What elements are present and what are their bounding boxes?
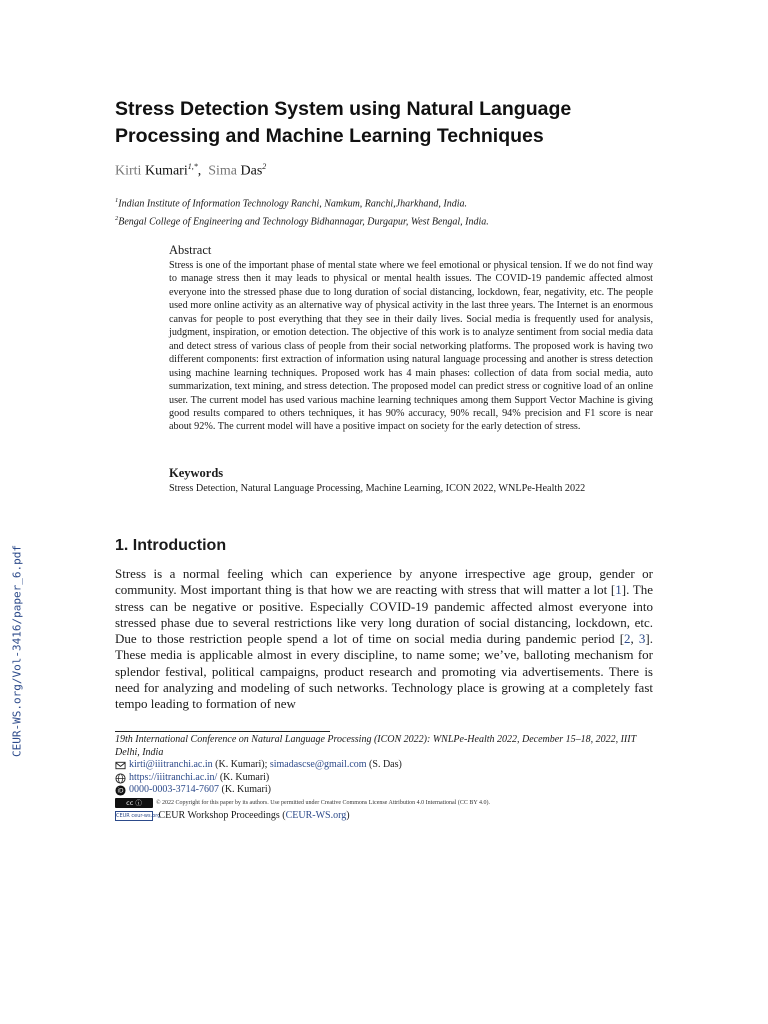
svg-text:iD: iD: [117, 787, 124, 795]
author-1-marks: 1,*: [187, 162, 198, 171]
intro-text-3: ,: [630, 631, 639, 647]
keywords-block: [169, 466, 653, 496]
affiliation-2-text: Bengal College of Engineering and Technology Bidhannagar, Durgapur, West Bengal, India.: [118, 216, 489, 228]
footnote-block: [115, 734, 653, 822]
author-2-family: Das: [240, 163, 263, 179]
affiliation-1-text: Indian Institute of Information Technology Ranchi, Namkum, Ranchi,Jharkhand, India.: [118, 198, 468, 210]
website-owner: (K. Kumari): [217, 771, 270, 783]
paper-title-line-1: Stress Detection System using Natural Language: [115, 98, 572, 120]
keywords-text: Stress Detection, Natural Language Processing, Machine Learning, ICON 2022, WNLPe-Health 2022: [169, 483, 586, 494]
affiliation-2: [115, 211, 489, 229]
abstract-block: [169, 243, 653, 434]
envelope-icon: [115, 760, 126, 771]
author-list: Kirti Kumari$^{1,*}$, Sima Das$^2$: [115, 162, 267, 179]
author-2-marks: 2: [262, 162, 267, 171]
author-2-given: Sima: [208, 163, 237, 179]
conference-note: 19th International Conference on Natural Language Processing (ICON 2022): WNLPe-Health 2022, December 15–18, 2022, IIIT Delhi, India: [115, 734, 636, 758]
orcid-owner: (K. Kumari): [219, 784, 271, 796]
orcid-icon: [115, 785, 126, 796]
proceedings-line: [115, 810, 653, 823]
footnote-divider: [115, 731, 330, 732]
affiliations: [115, 193, 489, 230]
introduction-paragraph: [115, 566, 653, 713]
website-line: [115, 772, 653, 785]
email-line: [115, 759, 653, 772]
author-1-family: Kumari: [144, 163, 188, 179]
orcid-link[interactable]: 0000-0003-3714-7607: [129, 784, 219, 796]
citation-link-2[interactable]: 2: [624, 631, 631, 647]
proceedings-suffix: ): [346, 809, 350, 821]
affiliation-1-mark: 1: [115, 197, 119, 204]
ceur-side-link[interactable]: [10, 536, 24, 766]
proceedings-prefix: CEUR Workshop Proceedings (: [158, 809, 286, 821]
paper-title-line-2: Processing and Machine Learning Techniques: [115, 125, 544, 147]
email-link-1[interactable]: kirti@iiitranchi.ac.in: [129, 759, 213, 771]
affiliation-1: [115, 193, 489, 211]
intro-text-1: Stress is a normal feeling which can experience by anyone irrespective age group, gender or community. Most important thing is that how we are reacting with stress that will matter a lot [: [115, 566, 653, 598]
website-link[interactable]: https://iiitranchi.ac.in/: [129, 771, 218, 783]
email-owner-2: (S. Das): [366, 759, 402, 771]
citation-link-3[interactable]: 3: [638, 631, 646, 647]
email-owner-1: (K. Kumari);: [212, 759, 270, 771]
license-line: [115, 797, 653, 810]
abstract-heading: Abstract: [169, 243, 212, 257]
license-text: © 2022 Copyright for this paper by its authors. Use permitted under Creative Commons License Attribution 4.0 International (CC BY 4.0).: [156, 799, 490, 806]
intro-text-4: ]. These media is applicable almost in every discipline, to name some; we’ve, balloting mechanism for splendor festival, political campaigns, product research and promoting via advertisements. There is need for analyzing and modeling of such networks. Technology place is growing at a completely fast tempo leading to formation of new: [115, 631, 653, 712]
keywords-heading: Keywords: [169, 466, 224, 480]
affiliation-2-mark: 2: [115, 215, 119, 223]
globe-icon: [115, 773, 126, 784]
ceur-side-link-text[interactable]: CEUR-WS.org/Vol-3416/paper_6.pdf: [10, 545, 24, 757]
cc-license-badge[interactable]: cc ⓘ: [115, 798, 153, 808]
ceur-logo: CEUR ceur-ws.org: [116, 812, 161, 819]
email-link-2[interactable]: simadascse@gmail.com: [269, 759, 367, 771]
intro-text-2: ]. The stress can be negative or positive. Especially COVID-19 pandemic affected almost everyone into stressed phase due to several restrictions like very long duration of social distancing, lockdown, etc. Due to those restriction people spend a lot of time on social media during pandemic period [: [115, 582, 653, 647]
abstract-text: Stress is one of the important phase of mental state where we feel emotional or physical tension. If we do not find way to manage stress then it may leads to physical or mental health issues. The COVID-19 pandemic affected almost everyone into the stressed phase due to long duration of social distancing, lockdown, fear, negativity, etc. The people used more online activity as an alternative way of physical activity in the last three years. The Internet is an enormous canvas for people to post everything that they see in their daily lives. Social media is frequently used for analysis, judgment, inspiration, or emotion detection. The objective of this work is to analyze sentiment from social media data and detect stress of various class of people from their social networking platforms. The proposed work is having two different components: first extraction of information using natural language processing and another is stress detection using machine learning techniques. Proposed work has 4 main phases: collection of data from social media, auto summarization, text mining, and stress detection. The proposed model can predict stress or cognitive load of an online user. The current model has used various machine learning techniques among them Support Vector Machine is giving good results compared to others techniques, it has 90% accuracy, 90% recall, 94% precision and F1 score is near about 92%. The current model will have a positive impact on society for the early detection of stress.: [169, 260, 653, 433]
author-1-given: Kirti: [115, 163, 142, 179]
section-heading-introduction: 1. Introduction: [115, 537, 227, 554]
citation-link-1[interactable]: 1: [615, 582, 622, 598]
orcid-line: [115, 784, 653, 797]
paper-title: [115, 96, 653, 150]
ceur-proceedings-link[interactable]: CEUR-WS.org: [285, 809, 347, 821]
